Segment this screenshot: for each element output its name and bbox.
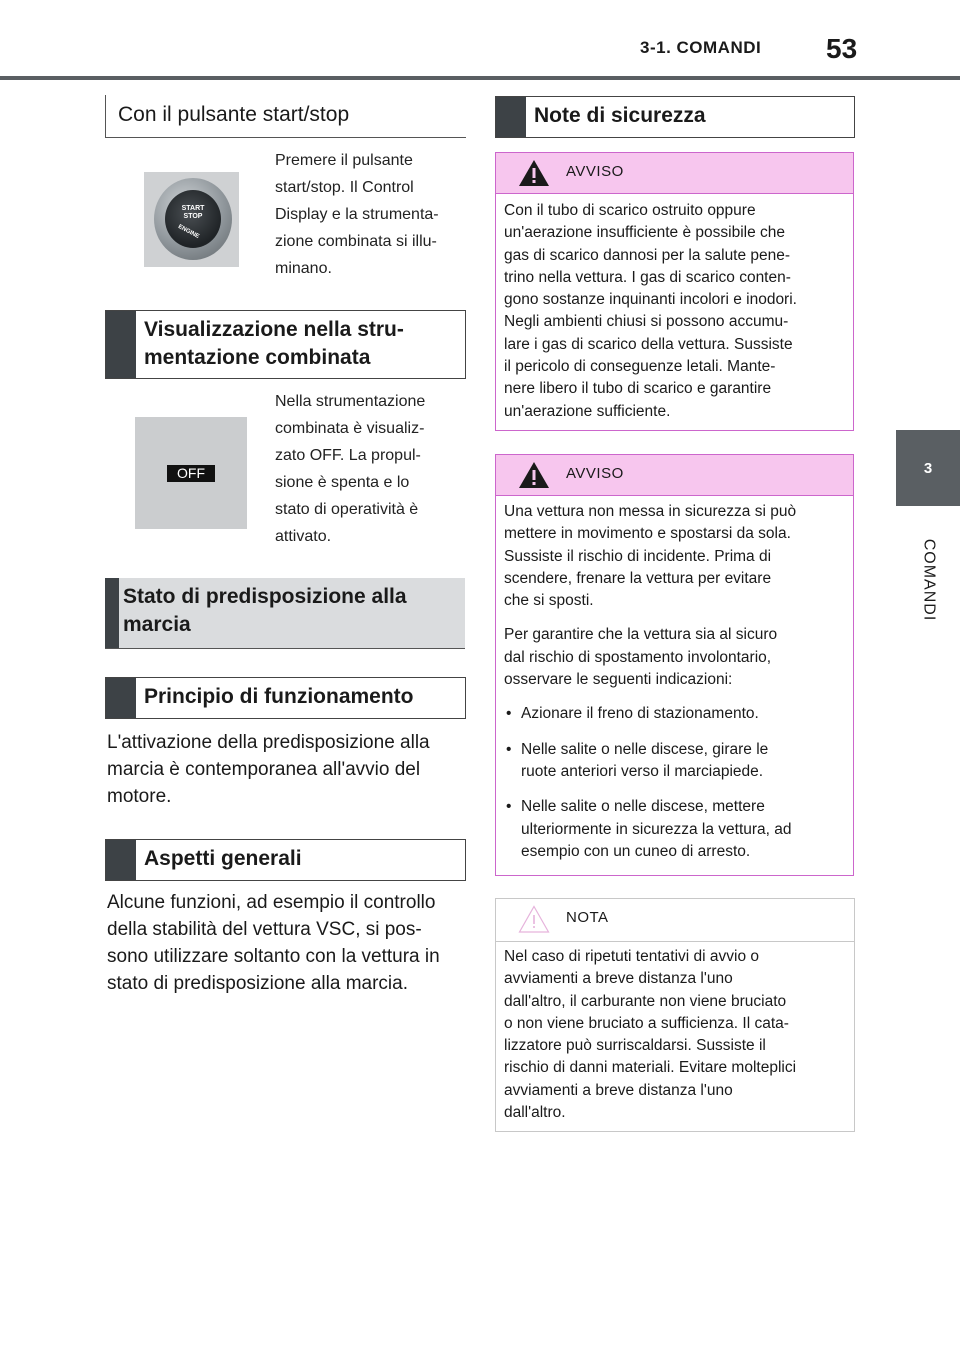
text-line: L'attivazione della predisposizione alla bbox=[107, 732, 430, 753]
caption-line: attivato. bbox=[275, 528, 332, 545]
warning-label: AVVISO bbox=[566, 465, 624, 482]
knob-label-stop: STOP bbox=[183, 213, 203, 220]
start-stop-knob-face bbox=[165, 190, 221, 248]
text-line: rischio di danni materiali. Evitare molteplici bbox=[504, 1059, 797, 1077]
text-line: dall'altro. bbox=[504, 1104, 566, 1122]
caption-line: zato OFF. La propul- bbox=[275, 447, 421, 464]
text-line: Una vettura non messa in sicurezza si può bbox=[504, 503, 797, 520]
list-item bbox=[504, 739, 845, 784]
caption-line: minano. bbox=[275, 260, 332, 277]
text-line: dall'altro, il carburante non viene bruciato bbox=[504, 992, 787, 1010]
caption-line: Nella strumentazione bbox=[275, 393, 426, 410]
warning-box-rolling bbox=[495, 454, 854, 876]
header-rule bbox=[0, 76, 960, 80]
principle-paragraph bbox=[107, 729, 467, 810]
text-line: Con il tubo di scarico ostruito oppure bbox=[504, 202, 756, 219]
list-item bbox=[504, 703, 845, 725]
text-line: scendere, frenare la vettura per evitare bbox=[504, 569, 772, 587]
caption-line: stato di operatività è bbox=[275, 501, 419, 518]
text-line: avviamenti a breve distanza l'uno bbox=[504, 1081, 733, 1099]
title-line: marcia bbox=[123, 613, 191, 636]
text-line: Nelle salite o nelle discese, girare le bbox=[521, 740, 769, 758]
note-header bbox=[496, 899, 854, 942]
text-line: che si sposti. bbox=[504, 592, 594, 610]
caption-line: Display e la strumenta- bbox=[275, 206, 439, 223]
note-triangle-icon bbox=[518, 905, 550, 933]
text-line: Per garantire che la vettura sia al sicuro bbox=[504, 626, 778, 644]
title-line: mentazione combinata bbox=[144, 346, 371, 369]
note-label: NOTA bbox=[566, 909, 609, 926]
start-stop-button-figure bbox=[144, 172, 239, 267]
note-text bbox=[504, 946, 846, 1124]
warning-header bbox=[496, 455, 853, 496]
section-display-title bbox=[144, 316, 404, 372]
section-ready-state bbox=[105, 578, 465, 649]
side-tab bbox=[904, 520, 952, 640]
text-line: ruote anteriori verso il marciapiede. bbox=[521, 762, 764, 780]
text-line: Negli ambienti chiusi si possono accumu- bbox=[504, 313, 789, 331]
section-bar bbox=[106, 311, 136, 378]
bullet-icon: • bbox=[506, 798, 512, 816]
section-general bbox=[105, 839, 466, 881]
section-display bbox=[105, 310, 466, 379]
text-line: trino nella vettura. I gas di scarico conten- bbox=[504, 268, 791, 286]
section-principle bbox=[105, 677, 466, 719]
text-line: nere libero il tubo di scarico e garantire bbox=[504, 380, 772, 398]
text-line: Sussiste il rischio di incidente. Prima di bbox=[504, 547, 772, 565]
text-line: della stabilità del vettura VSC, si pos- bbox=[107, 919, 422, 940]
list-item bbox=[504, 796, 845, 863]
text-line: o non viene bruciato a sufficienza. Il cata- bbox=[504, 1014, 789, 1032]
side-tab-label: COMANDI bbox=[920, 538, 937, 622]
section-bar bbox=[105, 578, 119, 648]
caption-line: start/stop. Il Control bbox=[275, 179, 414, 196]
section-start-stop-title: Con il pulsante start/stop bbox=[118, 103, 350, 126]
caption-line: combinata è visualiz- bbox=[275, 420, 425, 437]
warning-paragraph bbox=[504, 501, 845, 612]
knob-label-start: START bbox=[181, 205, 205, 212]
caption-line: sione è spenta e lo bbox=[275, 474, 410, 491]
warning-text bbox=[504, 501, 845, 876]
text-line: avviamenti a breve distanza l'uno bbox=[504, 970, 733, 988]
text-line: gono sostanze inquinanti incolori e inodori. bbox=[504, 291, 797, 309]
instrument-off-figure bbox=[135, 417, 247, 529]
side-tab-number: 3 bbox=[896, 430, 960, 506]
text-line: lizzatore può surriscaldarsi. Sussiste il bbox=[504, 1037, 766, 1055]
chapter-title: 3-1. COMANDI bbox=[640, 38, 762, 57]
section-safety-title: Note di sicurezza bbox=[534, 104, 706, 127]
text-line: Nelle salite o nelle discese, mettere bbox=[521, 798, 765, 816]
text-line: sono utilizzare soltanto con la vettura in bbox=[107, 946, 440, 967]
page-number: 53 bbox=[826, 33, 858, 64]
bullet-icon: • bbox=[506, 740, 512, 758]
text-line: un'aerazione insufficiente è possibile che bbox=[504, 224, 785, 242]
text-line: lare i gas di scarico della vettura. Sussiste bbox=[504, 335, 793, 353]
warning-label: AVVISO bbox=[566, 163, 624, 180]
text-line: gas di scarico dannosi per la salute pene- bbox=[504, 246, 791, 264]
text-line: marcia è contemporanea all'avvio del bbox=[107, 759, 421, 780]
text-line: osservare le seguenti indicazioni: bbox=[504, 671, 733, 689]
bullet-icon: • bbox=[506, 705, 512, 723]
text-line: motore. bbox=[107, 786, 172, 807]
warning-box-exhaust bbox=[495, 152, 854, 431]
section-principle-title: Principio di funzionamento bbox=[144, 685, 414, 708]
warning-triangle-icon bbox=[518, 159, 550, 187]
section-safety bbox=[495, 96, 855, 138]
title-line: Stato di predisposizione alla bbox=[123, 585, 407, 608]
note-box bbox=[495, 898, 855, 1132]
warning-header bbox=[496, 153, 853, 194]
section-bar bbox=[106, 678, 136, 718]
knob-label-engine: ENGINE bbox=[176, 223, 201, 241]
section-start-stop bbox=[105, 95, 466, 138]
text-line: esempio con un cuneo di arresto. bbox=[521, 842, 751, 860]
section-general-title: Aspetti generali bbox=[144, 847, 302, 870]
text-line: il pericolo di conseguenze letali. Mante- bbox=[504, 358, 776, 376]
text-line: dal rischio di spostamento involontario, bbox=[504, 648, 772, 666]
off-badge: OFF bbox=[167, 465, 215, 482]
text-line: stato di predisposizione alla marcia. bbox=[107, 973, 408, 994]
figure2-caption bbox=[275, 388, 465, 550]
section-bar bbox=[106, 840, 136, 880]
warning-triangle-icon bbox=[518, 461, 550, 489]
warning-text bbox=[504, 200, 845, 423]
section-ready-state-title bbox=[123, 583, 407, 639]
general-paragraph bbox=[107, 889, 467, 997]
section-bar bbox=[496, 97, 526, 137]
text-line: ulteriormente in sicurezza la vettura, ad bbox=[521, 820, 792, 838]
text-line: un'aerazione sufficiente. bbox=[504, 402, 671, 420]
text-line: Nel caso di ripetuti tentativi di avvio o bbox=[504, 948, 760, 965]
start-stop-knob bbox=[154, 178, 232, 260]
warning-paragraph bbox=[504, 624, 845, 691]
text-line: Azionare il freno di stazionamento. bbox=[521, 705, 759, 723]
text-line: Alcune funzioni, ad esempio il controllo bbox=[107, 892, 436, 913]
caption-line: Premere il pulsante bbox=[275, 152, 413, 169]
title-line: Visualizzazione nella stru- bbox=[144, 318, 404, 341]
figure1-caption bbox=[275, 147, 465, 282]
text-line: mettere in movimento e spostarsi da sola. bbox=[504, 525, 791, 543]
caption-line: zione combinata si illu- bbox=[275, 233, 437, 250]
